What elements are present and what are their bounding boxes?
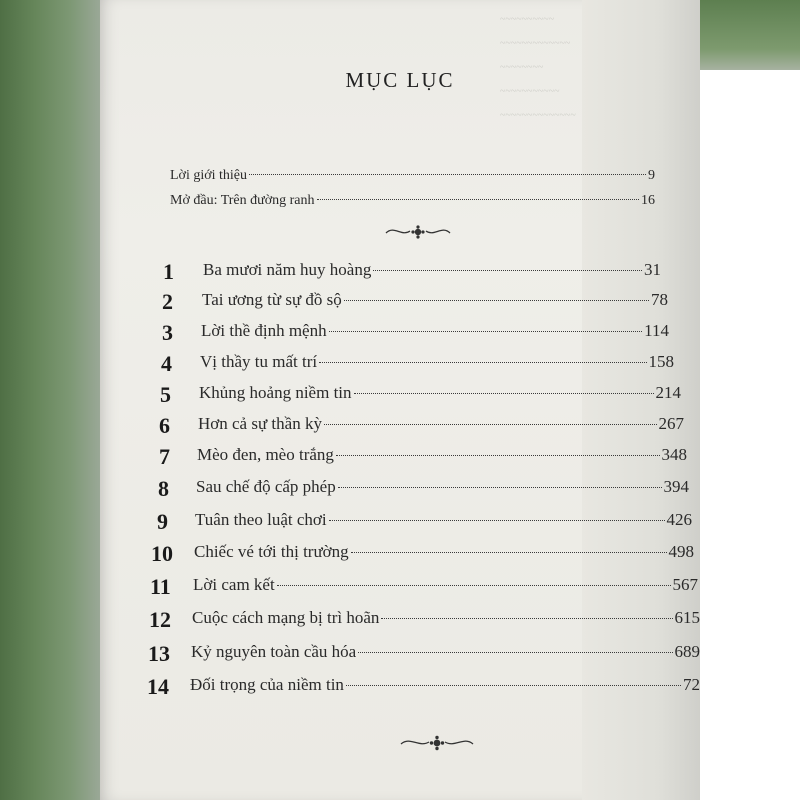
- show-through-text: ~~~~~~~~~~: [500, 14, 555, 25]
- leader-dots: [329, 520, 665, 521]
- chapter-number: 9: [157, 509, 168, 534]
- chapter-page: 348: [661, 445, 687, 464]
- leader-dots: [351, 552, 667, 553]
- leader-dots: [358, 652, 672, 653]
- chapter-number: 4: [161, 351, 172, 376]
- chapter-number: 14: [147, 674, 169, 699]
- chapter-number: 13: [148, 641, 170, 666]
- toc-entry-chapter[interactable]: [193, 575, 698, 595]
- chapter-number: 11: [150, 574, 171, 599]
- chapter-number: 7: [159, 444, 170, 469]
- leader-dots: [346, 685, 681, 686]
- chapter-page: 267: [658, 414, 684, 433]
- leader-dots: [336, 455, 660, 456]
- chapter-page: 615: [674, 608, 700, 627]
- toc-entry-chapter[interactable]: [201, 321, 669, 341]
- chapter-title: Lời cam kết: [193, 575, 275, 594]
- leader-dots: [277, 585, 671, 586]
- chapter-number: 10: [151, 541, 173, 566]
- entry-label: Mở đầu: Trên đường ranh: [170, 193, 315, 208]
- toc-entry-front-matter[interactable]: [170, 168, 655, 184]
- toc-title: MỤC LỤC: [345, 68, 455, 92]
- leader-dots: [317, 199, 639, 200]
- chapter-number: 1: [163, 259, 174, 284]
- toc-entry-chapter[interactable]: [203, 260, 661, 280]
- chapter-page: 31: [644, 260, 661, 279]
- chapter-number: 6: [159, 413, 170, 438]
- chapter-title: Vị thầy tu mất trí: [200, 352, 318, 371]
- leader-dots: [344, 300, 649, 301]
- chapter-number: 12: [149, 607, 171, 632]
- leader-dots: [354, 393, 654, 394]
- show-through-text: ~~~~~~~~~~~: [500, 86, 560, 97]
- chapter-page: 72: [683, 675, 700, 694]
- chapter-number: 2: [162, 289, 173, 314]
- leader-dots: [338, 487, 662, 488]
- toc-entry-chapter[interactable]: [196, 477, 689, 497]
- toc-entry-chapter[interactable]: [197, 445, 687, 465]
- leader-dots: [329, 331, 643, 332]
- chapter-title: Cuộc cách mạng bị trì hoãn: [192, 608, 380, 627]
- chapter-page: 426: [666, 510, 692, 529]
- toc-entry-chapter[interactable]: [198, 414, 684, 434]
- show-through-text: ~~~~~~~~~~~~~~: [500, 110, 576, 121]
- toc-entry-chapter[interactable]: [195, 510, 692, 530]
- ornament-divider-icon: [397, 732, 477, 754]
- chapter-page: 394: [663, 477, 689, 496]
- chapter-page: 158: [648, 352, 674, 371]
- toc-entry-front-matter[interactable]: [170, 193, 655, 209]
- leader-dots: [324, 424, 657, 425]
- leader-dots: [319, 362, 646, 363]
- entry-page: 16: [641, 193, 655, 208]
- chapter-title: Lời thề định mệnh: [201, 321, 327, 340]
- background-grass-left: [0, 0, 100, 800]
- chapter-title: Đối trọng của niềm tin: [190, 675, 344, 694]
- chapter-title: Tai ương từ sự đồ sộ: [202, 290, 342, 309]
- toc-entry-chapter[interactable]: [194, 542, 694, 562]
- toc-entry-chapter[interactable]: [190, 675, 700, 695]
- chapter-title: Tuân theo luật chơi: [195, 510, 327, 529]
- show-through-text: ~~~~~~~~: [500, 62, 544, 73]
- chapter-page: 78: [651, 290, 668, 309]
- chapter-title: Hơn cả sự thần kỳ: [198, 414, 322, 433]
- leader-dots: [249, 174, 646, 175]
- entry-label: Lời giới thiệu: [170, 168, 248, 183]
- toc-entry-chapter[interactable]: [199, 383, 681, 403]
- chapter-page: 498: [668, 542, 694, 561]
- toc-entry-chapter[interactable]: [191, 642, 700, 662]
- ornament-divider-icon: [382, 222, 454, 242]
- chapter-page: 567: [672, 575, 698, 594]
- chapter-number: 8: [158, 476, 169, 501]
- chapter-number: 5: [160, 382, 171, 407]
- chapter-title: Mèo đen, mèo trắng: [197, 445, 334, 464]
- chapter-title: Khủng hoảng niềm tin: [199, 383, 352, 402]
- leader-dots: [373, 270, 642, 271]
- chapter-title: Kỷ nguyên toàn cầu hóa: [191, 642, 357, 661]
- chapter-page: 114: [644, 321, 669, 340]
- chapter-page: 689: [674, 642, 700, 661]
- toc-entry-chapter[interactable]: [202, 290, 668, 310]
- chapter-title: Chiếc vé tới thị trường: [194, 542, 349, 561]
- background-grass-top-right: [690, 0, 800, 70]
- toc-entry-chapter[interactable]: [192, 608, 700, 628]
- chapter-title: Sau chế độ cấp phép: [196, 477, 336, 496]
- leader-dots: [381, 618, 672, 619]
- chapter-page: 214: [655, 383, 681, 402]
- toc-entry-chapter[interactable]: [200, 352, 674, 372]
- chapter-title: Ba mươi năm huy hoàng: [203, 260, 372, 279]
- show-through-text: ~~~~~~~~~~~~~: [500, 38, 571, 49]
- chapter-number: 3: [162, 320, 173, 345]
- entry-page: 9: [648, 168, 655, 183]
